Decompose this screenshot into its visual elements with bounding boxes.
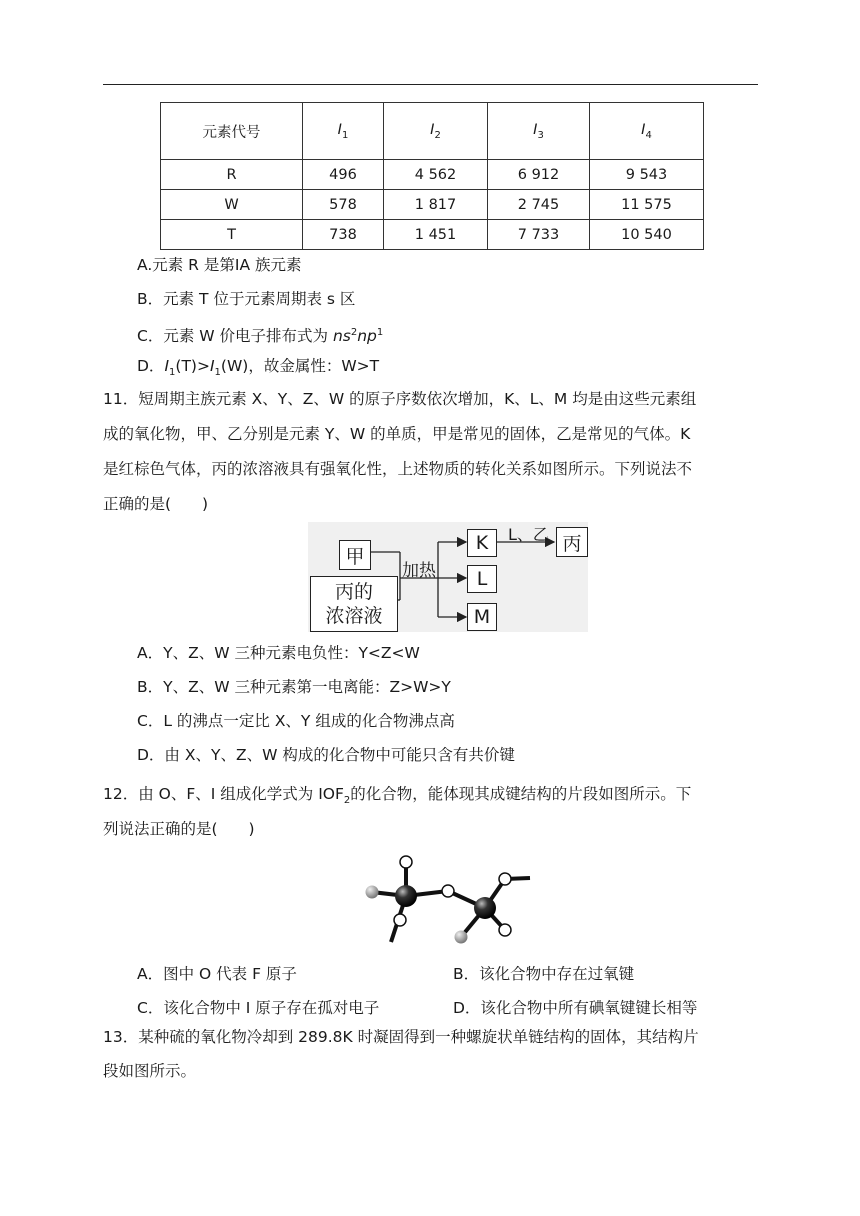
iof2-ball-stick-model — [355, 850, 540, 950]
table-header-cell: $I_2$ — [384, 103, 488, 160]
q11-stem-line: 成的氧化物，甲、乙分别是元素 Y、W 的单质，甲是常见的固体，乙是常见的气体。K — [103, 425, 691, 443]
table-header-cell: $I_1$ — [303, 103, 384, 160]
iodine-atom — [395, 885, 417, 907]
fluorine-atom — [366, 886, 379, 899]
oxygen-atom — [442, 885, 454, 897]
q10-option-d: D．$I_1(T)>I_1(W)$，故金属性：W>T — [137, 357, 380, 379]
oxygen-atom — [400, 856, 412, 868]
q12-stem-line: 列说法正确的是( ) — [103, 820, 255, 838]
node-jia: 甲 — [339, 540, 371, 570]
table-cell: R — [161, 160, 303, 190]
q12-option-a: A．图中 O 代表 F 原子 — [137, 965, 297, 983]
q11-option-a: A．Y、Z、W 三种元素电负性：Y<Z<W — [137, 644, 420, 662]
table-cell: 6 912 — [488, 160, 590, 190]
q10-option-c: C．元素 W 价电子排布式为 $ns^2np^1$ — [137, 327, 384, 346]
table-cell: 4 562 — [384, 160, 488, 190]
ionization-energy-table — [160, 102, 704, 250]
table-row — [161, 220, 704, 250]
iodine-atom — [474, 897, 496, 919]
table-cell: 10 540 — [590, 220, 704, 250]
oxygen-atom — [394, 914, 406, 926]
q11-option-b: B．Y、Z、W 三种元素第一电离能：Z>W>Y — [137, 678, 451, 696]
heat-label: 加热 — [402, 561, 436, 581]
q11-stem-line: 是红棕色气体，丙的浓溶液具有强氧化性，上述物质的转化关系如图所示。下列说法不 — [103, 460, 693, 478]
q10-option-a: A.元素 R 是第ⅠA 族元素 — [137, 256, 302, 274]
node-bing-concentrated: 丙的 浓溶液 — [310, 576, 398, 632]
q11-option-d: D．由 X、Y、Z、W 构成的化合物中可能只含有共价键 — [137, 746, 515, 764]
q13-stem-line: 段如图所示。 — [103, 1062, 197, 1080]
oxygen-atom — [499, 873, 511, 885]
node-l: L — [467, 565, 497, 593]
table-cell: 11 575 — [590, 190, 704, 220]
node-m: M — [467, 603, 497, 631]
table-cell: 7 733 — [488, 220, 590, 250]
q12-option-b: B．该化合物中存在过氧键 — [453, 965, 635, 983]
node-bing: 丙 — [556, 527, 588, 557]
q12-option-d: D．该化合物中所有碘氧键键长相等 — [453, 999, 698, 1017]
q13-stem-line: 13．某种硫的氧化物冷却到 289.8K 时凝固得到一种螺旋状单链结构的固体，其结构片 — [103, 1028, 699, 1046]
table-header-cell: $I_3$ — [488, 103, 590, 160]
table-header-cell: 元素代号 — [161, 103, 303, 160]
table-cell: T — [161, 220, 303, 250]
table-header-cell: $I_4$ — [590, 103, 704, 160]
q11-stem-line: 正确的是( ) — [103, 495, 209, 513]
q11-option-c: C．L 的沸点一定比 X、Y 组成的化合物沸点高 — [137, 712, 455, 730]
table-cell: 2 745 — [488, 190, 590, 220]
q11-stem-line: 11．短周期主族元素 X、Y、Z、W 的原子序数依次增加，K、L、M 均是由这些元素组 — [103, 390, 697, 408]
table-cell: 1 817 — [384, 190, 488, 220]
header-rule — [103, 84, 758, 85]
fluorine-atom — [455, 931, 468, 944]
table-header-row — [161, 103, 704, 160]
q12-option-c: C．该化合物中 I 原子存在孤对电子 — [137, 999, 380, 1017]
table-cell: 496 — [303, 160, 384, 190]
table-cell: W — [161, 190, 303, 220]
oxygen-atom — [499, 924, 511, 936]
table-cell: 9 543 — [590, 160, 704, 190]
table-row — [161, 160, 704, 190]
node-k: K — [467, 529, 497, 557]
arrow-label-l-yi: L、乙 — [508, 525, 549, 544]
table-row — [161, 190, 704, 220]
q12-stem-line: 12．由 O、F、I 组成化学式为 $IOF_2$的化合物，能体现其成键结构的片段如图所示。下 — [103, 785, 692, 807]
q10-option-b: B．元素 T 位于元素周期表 s 区 — [137, 290, 356, 308]
table-cell: 578 — [303, 190, 384, 220]
table-cell: 738 — [303, 220, 384, 250]
table-cell: 1 451 — [384, 220, 488, 250]
